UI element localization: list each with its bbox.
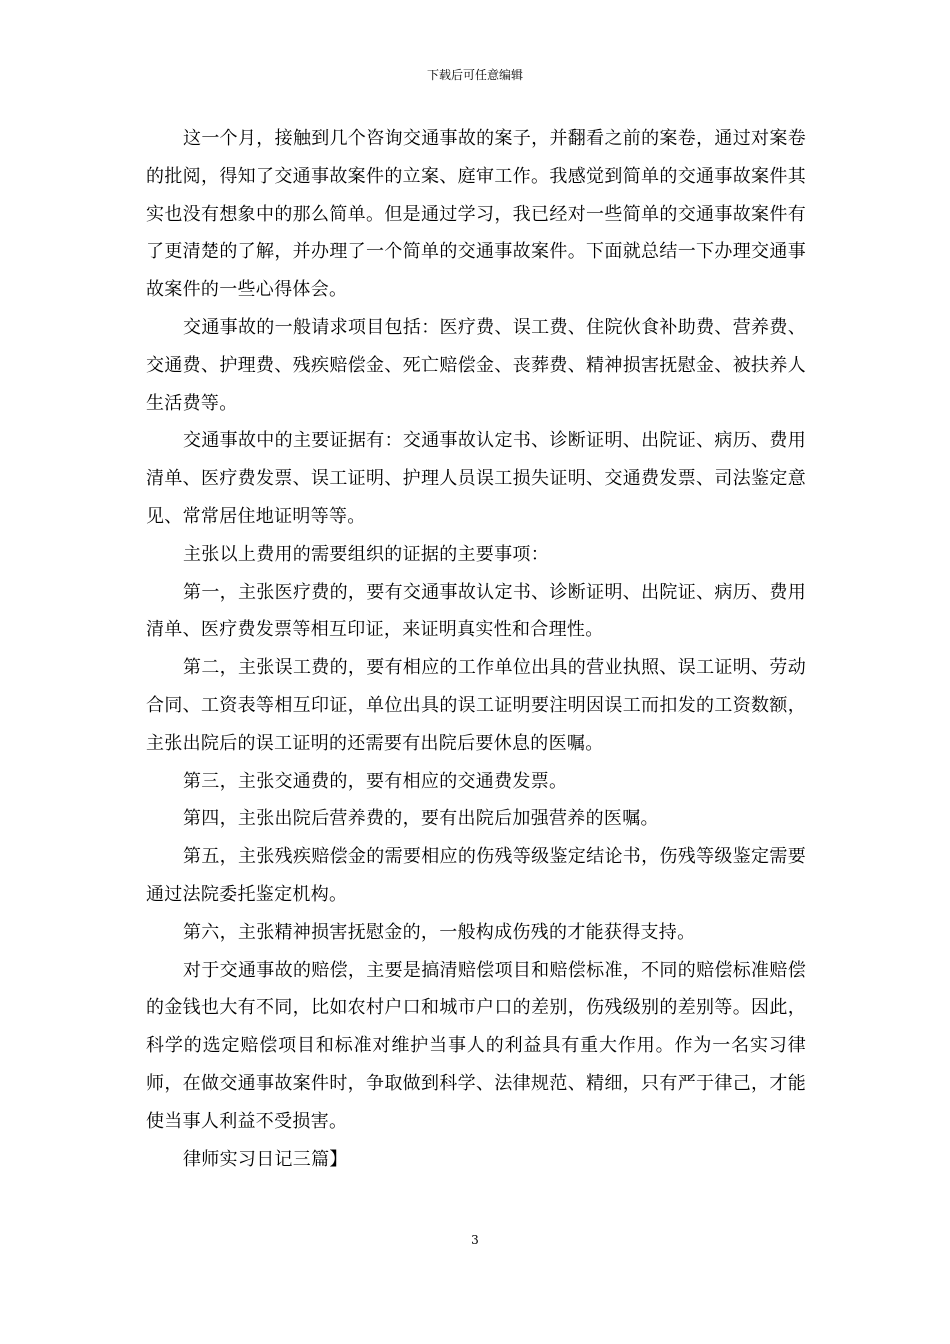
paragraph: 第五，主张残疾赔偿金的需要相应的伤残等级鉴定结论书，伤残等级鉴定需要通过法院委托鉴定机构。 — [146, 846, 806, 905]
paragraph: 交通事故的一般请求项目包括：医疗费、误工费、住院伙食补助费、营养费、交通费、护理费、残疾赔偿金、死亡赔偿金、丧葬费、精神损害抚慰金、被扶养人生活费等。 — [146, 316, 806, 414]
paragraph: 第六，主张精神损害抚慰金的，一般构成伤残的才能获得支持。 — [183, 921, 696, 943]
paragraph: 交通事故中的主要证据有：交通事故认定书、诊断证明、出院证、病历、费用清单、医疗费发票、误工证明、护理人员误工损失证明、交通费发票、司法鉴定意见、常常居住地证明等等。 — [146, 430, 806, 527]
paragraph: 主张以上费用的需要组织的证据的主要事项： — [183, 543, 549, 565]
paragraph: 对于交通事故的赔偿，主要是搞清赔偿项目和赔偿标准，不同的赔偿标准赔偿的金钱也大有不同，比如农村户口和城市户口的差别，伤残级别的差别等。因此，科学的选定赔偿项目和标准对维护当事人的利益具有重大作用。作为一名实习律师，在做交通事故案件时，争取做到科学、法律规范、精细，只有严于律己，才能使当事人利益不受损害。 — [146, 959, 806, 1132]
document-body — [146, 120, 806, 1178]
paragraph: 第四，主张出院后营养费的，要有出院后加强营养的医嘱。 — [183, 808, 659, 830]
paragraph: 第二，主张误工费的，要有相应的工作单位出具的营业执照、误工证明、劳动合同、工资表等相互印证，单位出具的误工证明要注明因误工而扣发的工资数额，主张出院后的误工证明的还需要有出院后要休息的医嘱。 — [146, 657, 806, 754]
paragraph: 第一，主张医疗费的，要有交通事故认定书、诊断证明、出院证、病历、费用清单、医疗费发票等相互印证，来证明真实性和合理性。 — [146, 581, 806, 641]
paragraph: 第三，主张交通费的，要有相应的交通费发票。 — [183, 770, 568, 792]
paragraph: 这一个月，接触到几个咨询交通事故的案子，并翻看之前的案卷，通过对案卷的批阅，得知了交通事故案件的立案、庭审工作。我感觉到简单的交通事故案件其实也没有想象中的那么简单。但是通过学习，我已经对一些简单的交通事故案件有了更清楚的了解，并办理了一个简单的交通事故案件。下面就总结一下办理交通事故案件的一些心得体会。 — [146, 128, 806, 301]
section-heading: 律师实习日记三篇】 — [183, 1148, 348, 1170]
page-number: 3 — [471, 1233, 479, 1247]
page-header-note: 下载后可任意编辑 — [426, 68, 523, 82]
